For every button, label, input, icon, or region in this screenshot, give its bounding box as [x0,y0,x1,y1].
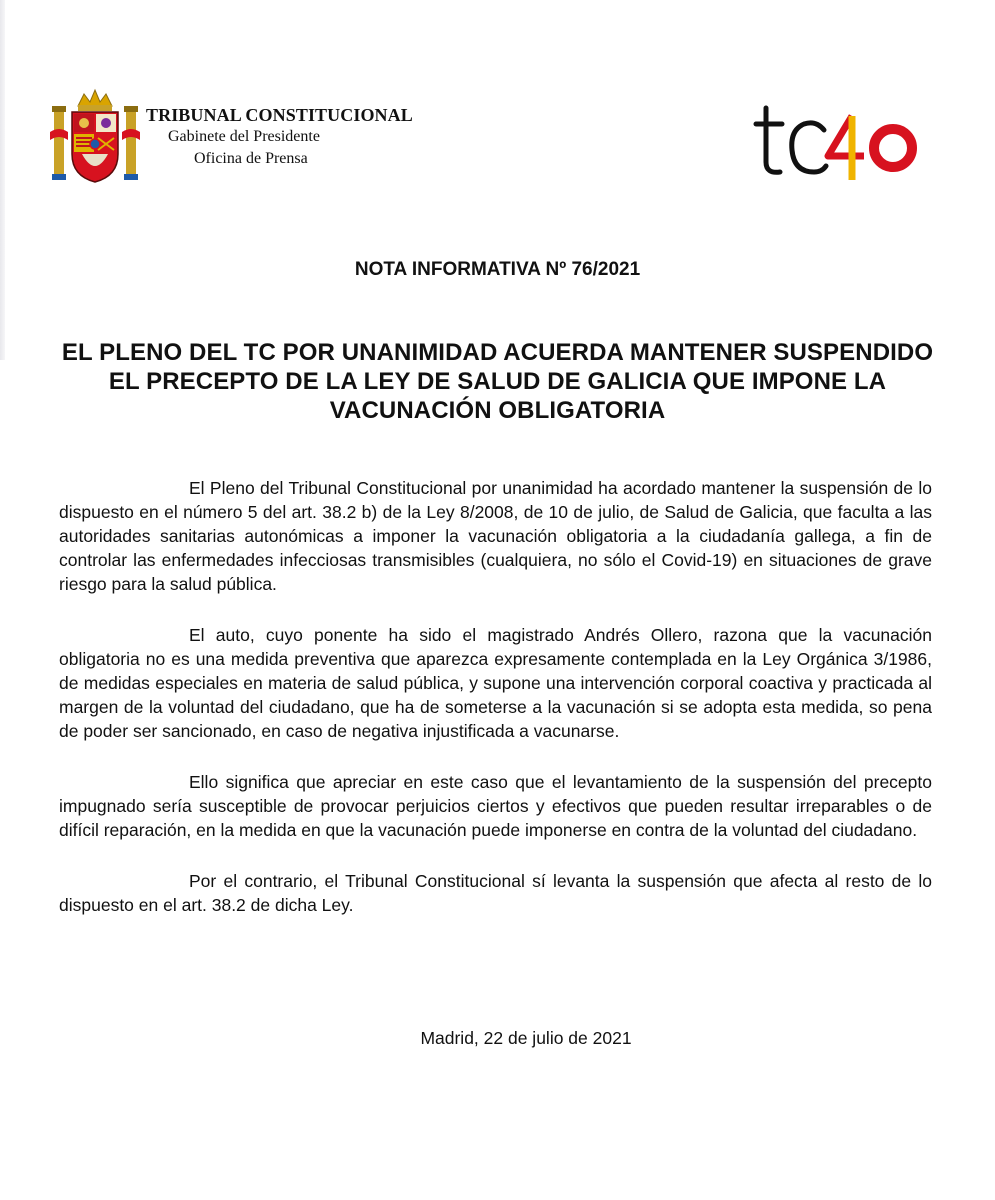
page-title: EL PLENO DEL TC POR UNANIMIDAD ACUERDA MANTENER SUSPENDIDO EL PRECEPTO DE LA LEY DE SALUD DE GALICIA QUE IMPONE LA VACUNACIÓN OBLIGATORIA [61,339,934,424]
office-name: Oficina de Prensa [194,150,308,167]
note-number: NOTA INFORMATIVA Nº 76/2021 [354,259,641,280]
paragraph: El Pleno del Tribunal Constitucional por unanimidad ha acordado mantener la suspensión de lo dispuesto en el número 5 del art. 38.2 b) de la Ley 8/2008, de 10 de julio, de Salud de Galicia, que faculta a las autoridades sanitarias autonómicas a imponer la vacunación obligatoria a la ciudadanía gallega, a fin de controlar las enfermedades infecciosas transmisibles (cualquiera, no sólo el Covid-19) en situaciones de grave riesgo para la salud pública. [59,478,932,594]
institution-name: TRIBUNAL CONSTITUCIONAL [146,105,413,125]
department-name: Gabinete del Presidente [168,128,320,145]
left-edge-strip [0,0,5,360]
tc40-logo-icon [752,100,922,182]
coat-of-arms-icon [50,88,140,188]
paragraph: Ello significa que apreciar en este caso que el levantamiento de la suspensión del precepto impugnado sería susceptible de provocar perjuicios ciertos y efectivos que pueden resultar irreparables o de difícil reparación, en la medida en que la vacunación puede imponerse en contra de la voluntad del ciudadano. [59,772,932,840]
date-line: Madrid, 22 de julio de 2021 [420,1028,632,1048]
institution-block [146,104,436,170]
document-body [59,476,932,944]
paragraph: Por el contrario, el Tribunal Constitucional sí levanta la suspensión que afecta al resto de lo dispuesto en el art. 38.2 de dicha Ley. [59,871,932,915]
paragraph: El auto, cuyo ponente ha sido el magistrado Andrés Ollero, razona que la vacunación obligatoria no es una medida preventiva que aparezca expresamente contemplada en la Ley Orgánica 3/1986, de medidas especiales en materia de salud pública, y supone una intervención corporal coactiva y practicada al margen de la voluntad del ciudadano, que ha de someterse a la vacunación si se adopta esta medida, so pena de poder ser sancionado, en caso de negativa injustificada a vacunarse. [59,625,932,741]
